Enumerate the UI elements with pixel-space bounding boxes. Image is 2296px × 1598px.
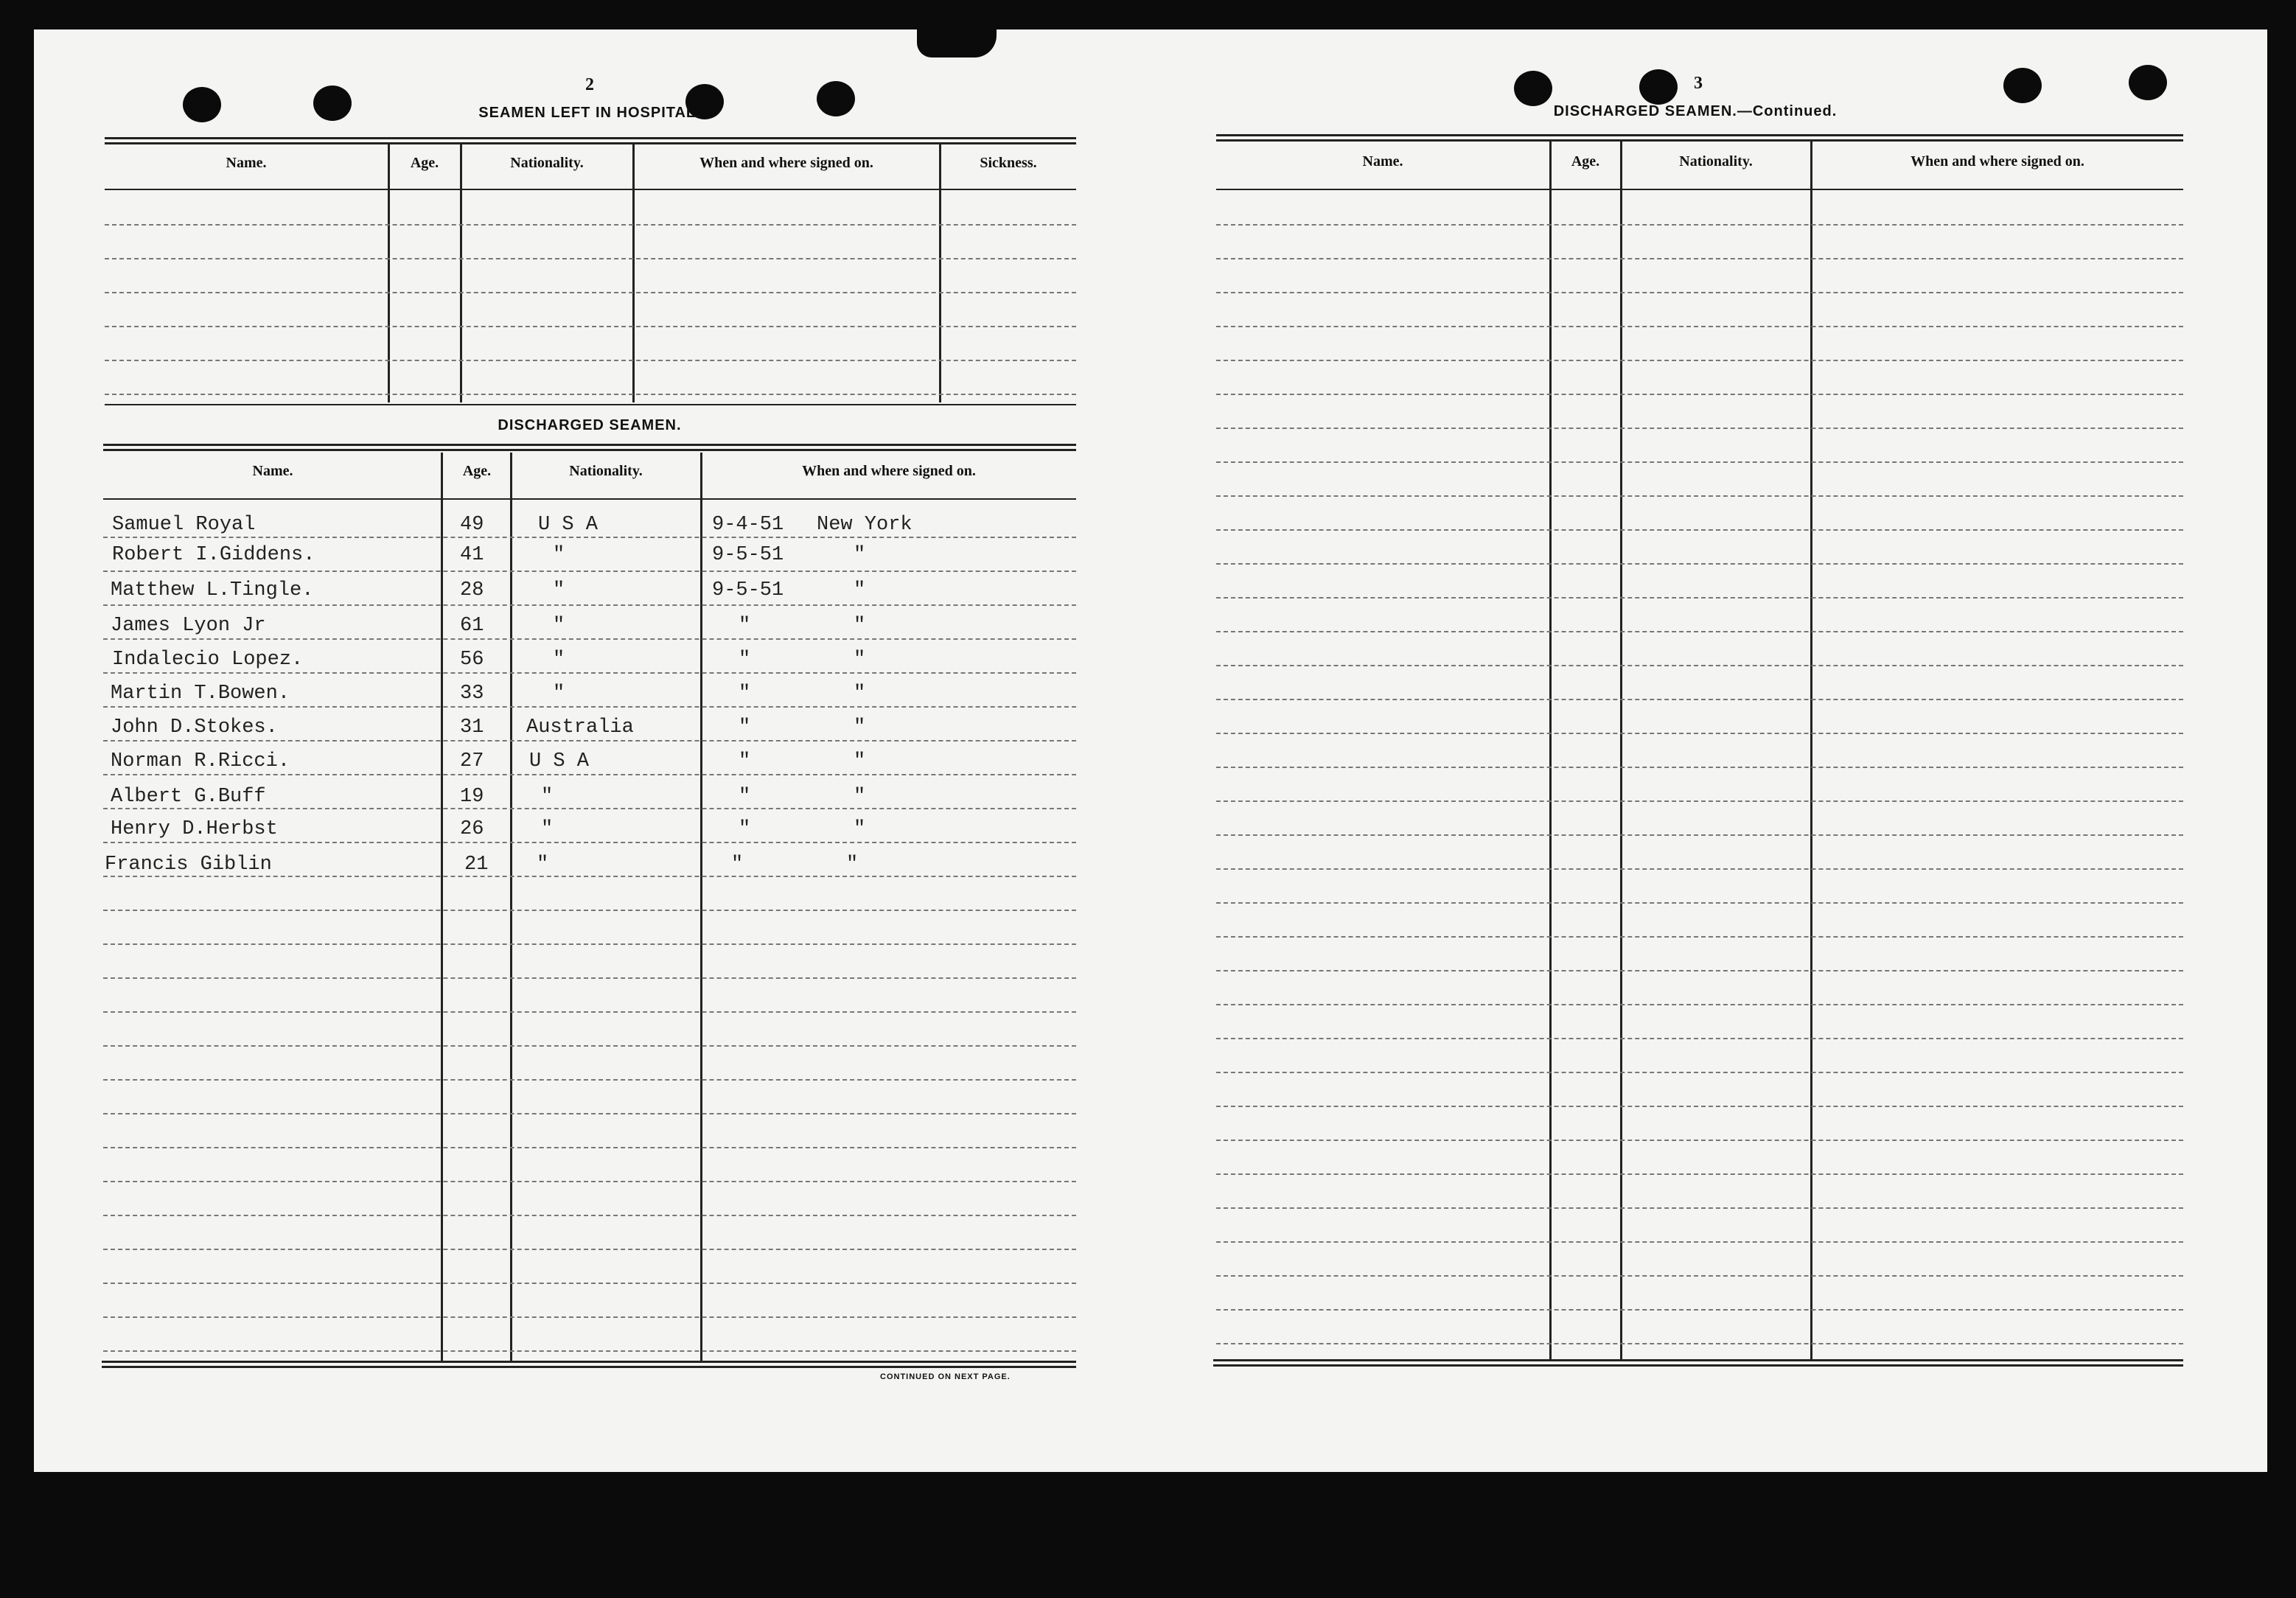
signed-on-date: " <box>739 615 751 637</box>
punch-hole <box>817 81 855 116</box>
ruled-line <box>1216 767 2183 768</box>
right-col-age: Age. <box>1571 153 1600 170</box>
discharged-top-rule <box>103 444 1076 451</box>
ruled-line <box>1216 868 2183 870</box>
punch-hole <box>2003 68 2042 103</box>
right-col-divider <box>1549 142 1552 1359</box>
seaman-nationality: Australia <box>526 716 634 739</box>
ruled-line <box>1216 1275 2183 1277</box>
ruled-line <box>103 1249 1076 1250</box>
signed-on-place: " <box>854 615 866 637</box>
discharged-continued-title: DISCHARGED SEAMEN.—Continued. <box>1553 103 1838 119</box>
torn-edge <box>917 27 997 57</box>
seaman-age: 33 <box>460 683 484 705</box>
ruled-line <box>103 774 1076 775</box>
right-col-divider <box>1620 142 1622 1359</box>
seaman-name: Samuel Royal <box>112 514 256 536</box>
punch-hole <box>1639 69 1678 105</box>
ruled-line <box>1216 1343 2183 1344</box>
ruled-line <box>1216 733 2183 734</box>
right-col-signed-on: When and where signed on. <box>1911 153 2084 170</box>
discharged-bottom-rule <box>102 1361 1076 1368</box>
ruled-line <box>103 1045 1076 1047</box>
signed-on-place: " <box>854 649 866 671</box>
ruled-line <box>1216 1038 2183 1039</box>
discharged-header-rule <box>103 498 1076 500</box>
ruled-line <box>103 910 1076 911</box>
ruled-line <box>1216 224 2183 226</box>
signed-on-place: New York <box>817 514 913 536</box>
hospital-top-rule <box>105 137 1076 144</box>
signed-on-date: " <box>731 854 744 876</box>
ruled-line <box>1216 428 2183 429</box>
seaman-name: James Lyon Jr <box>111 615 266 637</box>
seaman-age: 56 <box>460 649 484 671</box>
ruled-line <box>103 706 1076 708</box>
ruled-line <box>105 326 1076 327</box>
hospital-header-rule <box>105 189 1076 190</box>
discharged-col-age: Age. <box>462 463 492 479</box>
ruled-line <box>1216 1106 2183 1107</box>
seaman-nationality: " <box>553 649 565 671</box>
seaman-age: 28 <box>460 579 484 601</box>
ruled-line <box>1216 834 2183 836</box>
ruled-line <box>1216 1173 2183 1175</box>
discharged-col-nationality: Nationality. <box>569 463 643 479</box>
ruled-line <box>103 1350 1076 1352</box>
ruled-line <box>1216 800 2183 802</box>
seaman-age: 49 <box>460 514 484 536</box>
discharged-col-divider <box>510 453 512 1361</box>
signed-on-place: " <box>854 579 866 601</box>
seaman-nationality: U S A <box>529 750 590 772</box>
seaman-name: Francis Giblin <box>105 854 272 876</box>
ruled-line <box>103 1283 1076 1284</box>
ruled-line <box>1216 529 2183 531</box>
ruled-line <box>1216 970 2183 971</box>
page-number-right: 3 <box>1694 74 1703 93</box>
ruled-line <box>103 842 1076 843</box>
ruled-line <box>1216 936 2183 938</box>
punch-hole <box>313 86 352 121</box>
signed-on-place: " <box>846 854 859 876</box>
seaman-name: Indalecio Lopez. <box>112 649 304 671</box>
seaman-nationality: " <box>541 786 554 808</box>
seaman-name: Norman R.Ricci. <box>111 750 290 772</box>
discharged-col-divider <box>700 453 702 1361</box>
hospital-col-nationality: Nationality. <box>510 155 584 171</box>
ruled-line <box>103 876 1076 877</box>
ruled-line <box>103 537 1076 538</box>
ruled-line <box>1216 597 2183 599</box>
seaman-nationality: " <box>553 683 565 705</box>
hospital-col-sickness: Sickness. <box>980 155 1037 171</box>
ruled-line <box>1216 1241 2183 1243</box>
continued-note: CONTINUED ON NEXT PAGE. <box>880 1372 1011 1381</box>
ruled-line <box>105 292 1076 293</box>
discharged-col-divider <box>441 453 443 1361</box>
seaman-age: 61 <box>460 615 484 637</box>
ruled-line <box>103 1079 1076 1081</box>
hospital-bottom-rule <box>105 404 1076 405</box>
signed-on-date: 9-5-51 <box>712 544 784 566</box>
ruled-line <box>103 1316 1076 1318</box>
signed-on-place: " <box>854 683 866 705</box>
seaman-name: Robert I.Giddens. <box>112 544 315 566</box>
ruled-line <box>1216 699 2183 700</box>
signed-on-date: " <box>739 750 751 772</box>
ruled-line <box>103 604 1076 606</box>
right-col-divider <box>1810 142 1812 1359</box>
seaman-nationality: " <box>553 579 565 601</box>
ruled-line <box>105 394 1076 395</box>
ruled-line <box>1216 394 2183 395</box>
ruled-line <box>105 258 1076 259</box>
seaman-age: 31 <box>460 716 484 739</box>
signed-on-date: " <box>739 716 751 739</box>
right-header-rule <box>1216 189 2183 190</box>
punch-hole <box>1514 71 1552 106</box>
ruled-line <box>103 977 1076 979</box>
ruled-line <box>1216 258 2183 259</box>
hospital-col-divider <box>460 144 462 402</box>
ruled-line <box>1216 495 2183 497</box>
ruled-line <box>1216 1072 2183 1073</box>
ruled-line <box>1216 1207 2183 1209</box>
ruled-line <box>103 1011 1076 1013</box>
ruled-line <box>103 672 1076 674</box>
seaman-nationality: " <box>541 818 554 840</box>
ruled-line <box>103 638 1076 640</box>
hospital-section-title: SEAMEN LEFT IN HOSPITAL. <box>478 105 701 121</box>
signed-on-date: " <box>739 649 751 671</box>
punch-hole <box>183 87 221 122</box>
punch-hole <box>2129 65 2167 100</box>
seaman-name: Matthew L.Tingle. <box>111 579 314 601</box>
signed-on-date: " <box>739 683 751 705</box>
seaman-name: Martin T.Bowen. <box>111 683 290 705</box>
seaman-nationality: " <box>553 544 565 566</box>
document-sheet <box>34 29 2267 1472</box>
page-number-left: 2 <box>585 75 594 94</box>
right-bottom-rule <box>1213 1359 2183 1367</box>
seaman-name: Albert G.Buff <box>111 786 266 808</box>
seaman-age: 21 <box>464 854 489 876</box>
ruled-line <box>103 808 1076 809</box>
ruled-line <box>1216 1309 2183 1311</box>
hospital-col-divider <box>632 144 635 402</box>
hospital-col-signed-on: When and where signed on. <box>699 155 873 171</box>
ruled-line <box>1216 902 2183 904</box>
ruled-line <box>1216 1004 2183 1005</box>
hospital-col-divider <box>388 144 390 402</box>
seaman-age: 19 <box>460 786 484 808</box>
hospital-col-name: Name. <box>226 155 267 171</box>
seaman-age: 26 <box>460 818 484 840</box>
right-top-rule <box>1216 134 2183 142</box>
signed-on-place: " <box>854 750 866 772</box>
ruled-line <box>103 1147 1076 1148</box>
signed-on-place: " <box>854 716 866 739</box>
ruled-line <box>103 571 1076 572</box>
discharged-section-title: DISCHARGED SEAMEN. <box>498 417 682 433</box>
seaman-nationality: " <box>553 615 565 637</box>
ruled-line <box>103 943 1076 945</box>
signed-on-place: " <box>854 786 866 808</box>
ruled-line <box>103 740 1076 742</box>
ruled-line <box>1216 326 2183 327</box>
ruled-line <box>1216 461 2183 463</box>
seaman-age: 41 <box>460 544 484 566</box>
ruled-line <box>1216 292 2183 293</box>
discharged-col-name: Name. <box>252 463 293 479</box>
seaman-age: 27 <box>460 750 484 772</box>
signed-on-place: " <box>854 818 866 840</box>
ruled-line <box>1216 360 2183 361</box>
ruled-line <box>103 1215 1076 1216</box>
ruled-line <box>105 224 1076 226</box>
right-col-nationality: Nationality. <box>1679 153 1753 170</box>
signed-on-place: " <box>854 544 866 566</box>
ruled-line <box>1216 563 2183 565</box>
signed-on-date: " <box>739 818 751 840</box>
ruled-line <box>105 360 1076 361</box>
seaman-name: John D.Stokes. <box>111 716 278 739</box>
ruled-line <box>1216 631 2183 632</box>
seaman-nationality: " <box>537 854 549 876</box>
seaman-name: Henry D.Herbst <box>111 818 278 840</box>
hospital-col-age: Age. <box>410 155 439 171</box>
discharged-col-signed-on: When and where signed on. <box>802 463 976 479</box>
ruled-line <box>1216 665 2183 666</box>
signed-on-date: " <box>739 786 751 808</box>
signed-on-date: 9-5-51 <box>712 579 784 601</box>
signed-on-date: 9-4-51 <box>712 514 784 536</box>
ruled-line <box>1216 1140 2183 1141</box>
seaman-nationality: U S A <box>538 514 599 536</box>
right-col-name: Name. <box>1362 153 1403 170</box>
ruled-line <box>103 1113 1076 1114</box>
hospital-col-divider <box>939 144 941 402</box>
ruled-line <box>103 1181 1076 1182</box>
